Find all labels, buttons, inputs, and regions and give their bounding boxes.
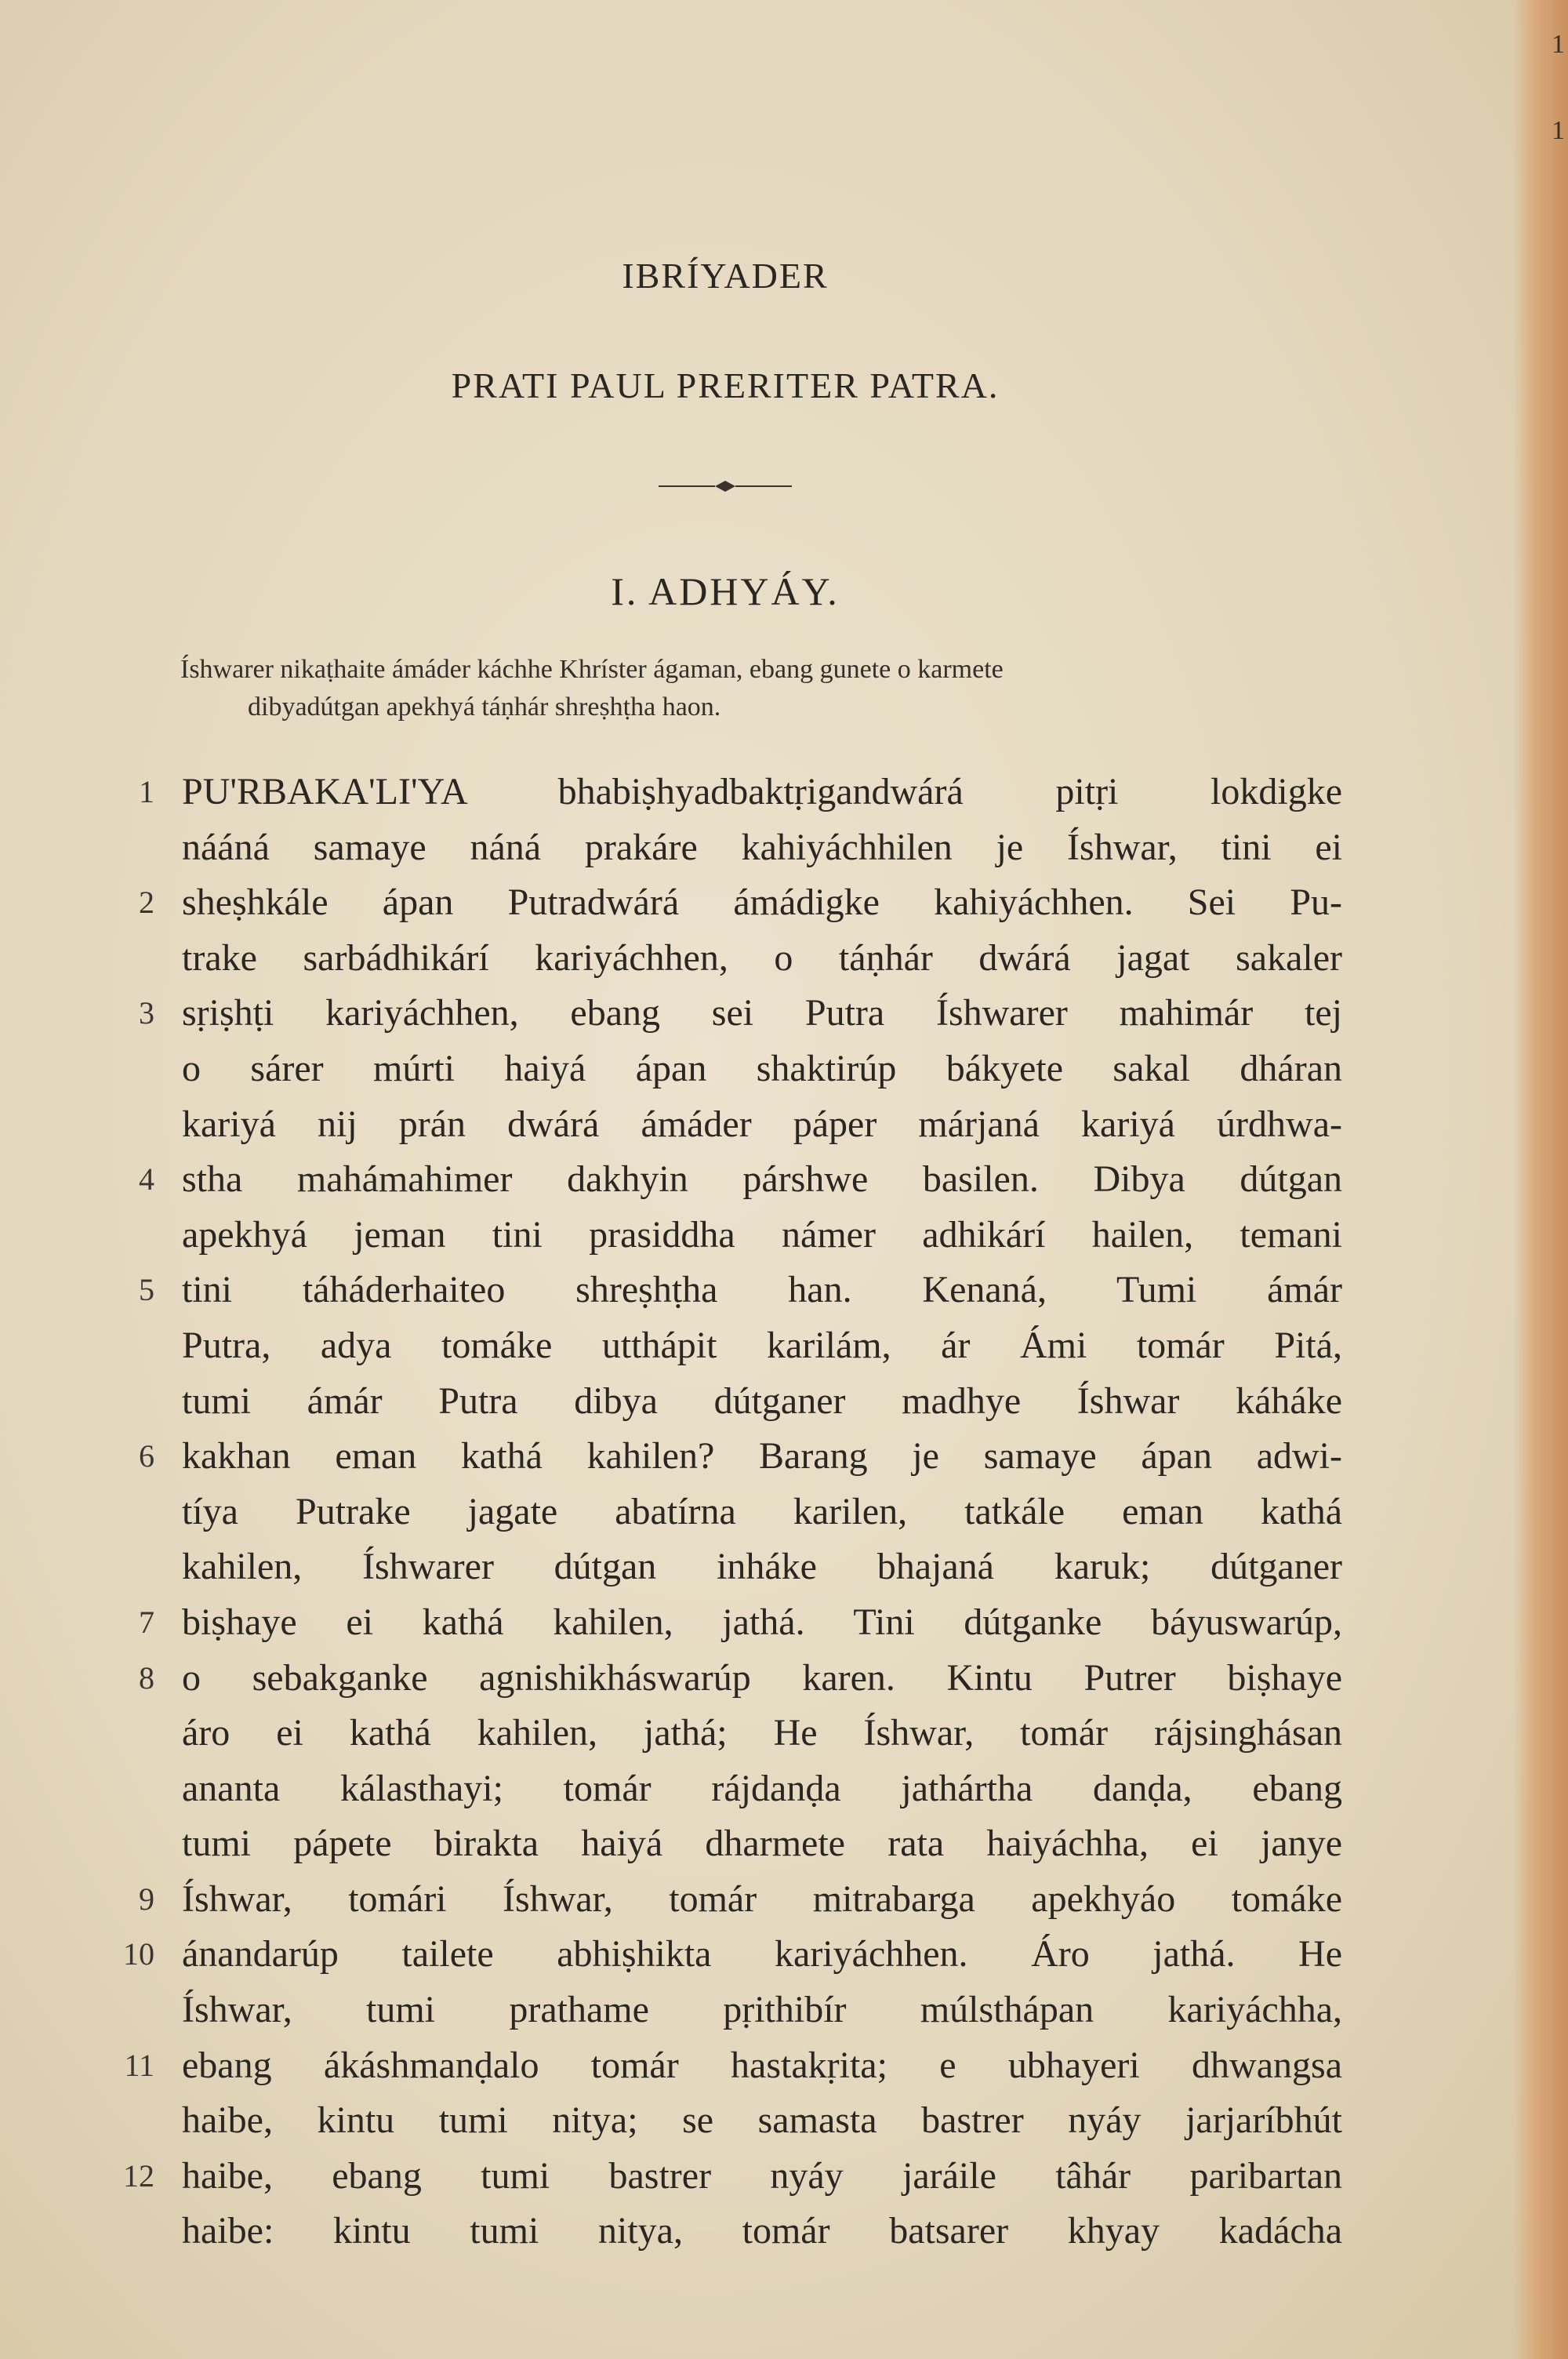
- text-line: [182, 931, 1342, 987]
- line-text: haibe, ebang tumi bastrer nyáy jaráile tâhár paribartan: [182, 2154, 1342, 2197]
- text-line: [182, 1208, 1342, 1263]
- verse-number: 1: [139, 774, 154, 809]
- line-text: tumi ámár Putra dibya dútganer madhye Íshwar káháke: [182, 1379, 1342, 1422]
- verse-number: 12: [123, 2157, 154, 2194]
- line-text: kakhan eman kathá kahilen? Barang je samaye ápan adwi-: [182, 1435, 1342, 1478]
- edge-mark: 1: [1552, 30, 1565, 59]
- text-line: [123, 1927, 1342, 1983]
- line-text: tíya Putrake jagate abatírna karilen, tatkále eman kathá: [182, 1490, 1342, 1532]
- text-line: [139, 1595, 1342, 1651]
- line-text: PU'RBAKA'LI'YA bhabiṣhyadbaktṛigandwárá pitṛi lokdigke: [182, 771, 1342, 812]
- line-text: ebang ákáshmanḍalo tomár hastakṛita; e ubhayeri dhwangsa: [182, 2044, 1342, 2086]
- verse-number: 9: [139, 1881, 154, 1917]
- line-text: trake sarbádhikárí kariyáchhen, o táṇhár dwárá jagat sakaler: [182, 936, 1342, 979]
- text-line: [139, 1872, 1342, 1928]
- line-text: o sebakganke agnishikháswarúp karen. Kintu Putrer biṣhaye: [182, 1656, 1342, 1699]
- text-line: [139, 1152, 1342, 1208]
- line-text: stha mahámahimer dakhyin párshwe basilen. Dibya dútgan: [182, 1158, 1342, 1201]
- text-line: [124, 2038, 1342, 2094]
- text-line: [182, 1706, 1342, 1761]
- text-line: [182, 1485, 1342, 1540]
- text-line: [182, 1983, 1342, 2038]
- text-line: [182, 820, 1342, 876]
- line-text: sṛiṣhṭi kariyáchhen, ebang sei Putra Íshwarer mahimár tej: [182, 992, 1342, 1034]
- edge-mark: 1: [1552, 116, 1565, 145]
- verse-number: 5: [139, 1272, 154, 1308]
- line-text: kahilen, Íshwarer dútgan inháke bhajaná karuk; dútganer: [182, 1546, 1342, 1588]
- text-line: [182, 1761, 1342, 1817]
- text-line: [182, 1539, 1342, 1595]
- line-text: haibe, kintu tumi nitya; se samasta bastrer nyáy jarjaríbhút: [182, 2099, 1342, 2142]
- page-title: IBRÍYADER: [622, 256, 829, 296]
- line-text: kariyá nij prán dwárá ámáder páper márjaná kariyá úrdhwa-: [182, 1103, 1342, 1145]
- line-text: apekhyá jeman tini prasiddha námer adhikárí hailen, temani: [182, 1213, 1342, 1256]
- verse-number: 2: [139, 885, 154, 921]
- verse-number: 10: [123, 1936, 154, 1972]
- page-subtitle: PRATI PAUL PRERITER PATRA.: [451, 365, 1000, 405]
- verse-number: 7: [139, 1604, 154, 1640]
- text-line: [139, 1651, 1342, 1707]
- page-edge: [1513, 0, 1568, 2359]
- text-line: [182, 1318, 1342, 1374]
- line-text: ananta kálasthayi; tomár rájdanḍa jathártha danḍa, ebang: [182, 1767, 1342, 1809]
- line-text: Íshwar, tomári Íshwar, tomár mitrabarga apekhyáo tomáke: [182, 1877, 1342, 1920]
- body-text: [123, 765, 1342, 2259]
- line-text: tini táháderhaiteo shreṣhṭha han. Kenaná, Tumi ámár: [182, 1269, 1342, 1311]
- text-line: [139, 875, 1342, 931]
- line-text: tumi pápete birakta haiyá dharmete rata haiyáchha, ei janye: [182, 1823, 1342, 1865]
- verse-number: 4: [139, 1161, 154, 1198]
- line-text: Putra, adya tomáke utthápit karilám, ár Ámi tomár Pitá,: [182, 1324, 1342, 1366]
- text-line: [182, 1816, 1342, 1872]
- verse-number: 11: [124, 2047, 154, 2083]
- summary-line: Íshwarer nikaṭhaite ámáder káchhe Khríster ágaman, ebang gunete o karmete: [180, 655, 1004, 684]
- line-text: o sárer múrti haiyá ápan shaktirúp bákyete sakal dháran: [182, 1047, 1342, 1089]
- line-text: ánandarúp tailete abhiṣhikta kariyáchhen. Áro jathá. He: [182, 1933, 1342, 1976]
- verse-number: 3: [139, 995, 154, 1031]
- text-line: [123, 2149, 1342, 2205]
- text-line: [182, 1041, 1342, 1097]
- verse-number: 8: [139, 1659, 154, 1696]
- line-text: haibe: kintu tumi nitya, tomár batsarer khyay kadácha: [182, 2210, 1342, 2252]
- text-line: [182, 1097, 1342, 1153]
- text-line: [182, 1374, 1342, 1430]
- chapter-heading: I. ADHYÁY.: [611, 569, 840, 613]
- line-text: nááná samaye náná prakáre kahiyáchhilen je Íshwar, tini ei: [182, 826, 1342, 868]
- chapter-summary: [180, 651, 1341, 726]
- line-text: Íshwar, tumi prathame pṛithibír múlsthápan kariyáchha,: [182, 1989, 1342, 2031]
- text-line: [139, 1263, 1342, 1318]
- text-line: [182, 2204, 1342, 2259]
- verse-number: 6: [139, 1438, 154, 1474]
- text-line: [139, 1429, 1342, 1485]
- text-line: [182, 2093, 1342, 2149]
- line-text: biṣhaye ei kathá kahilen, jathá. Tini dútganke báyuswarúp,: [182, 1601, 1342, 1643]
- line-text: áro ei kathá kahilen, jathá; He Íshwar, tomár rájsinghásan: [182, 1712, 1342, 1754]
- ornament-divider-icon: [659, 477, 792, 496]
- text-line: [139, 765, 1342, 820]
- line-text: sheṣhkále ápan Putradwárá ámádigke kahiyáchhen. Sei Pu-: [182, 881, 1342, 924]
- text-line: [139, 986, 1342, 1041]
- summary-line: dibyadútgan apekhyá táṇhár shreṣhṭha haon.: [248, 692, 721, 722]
